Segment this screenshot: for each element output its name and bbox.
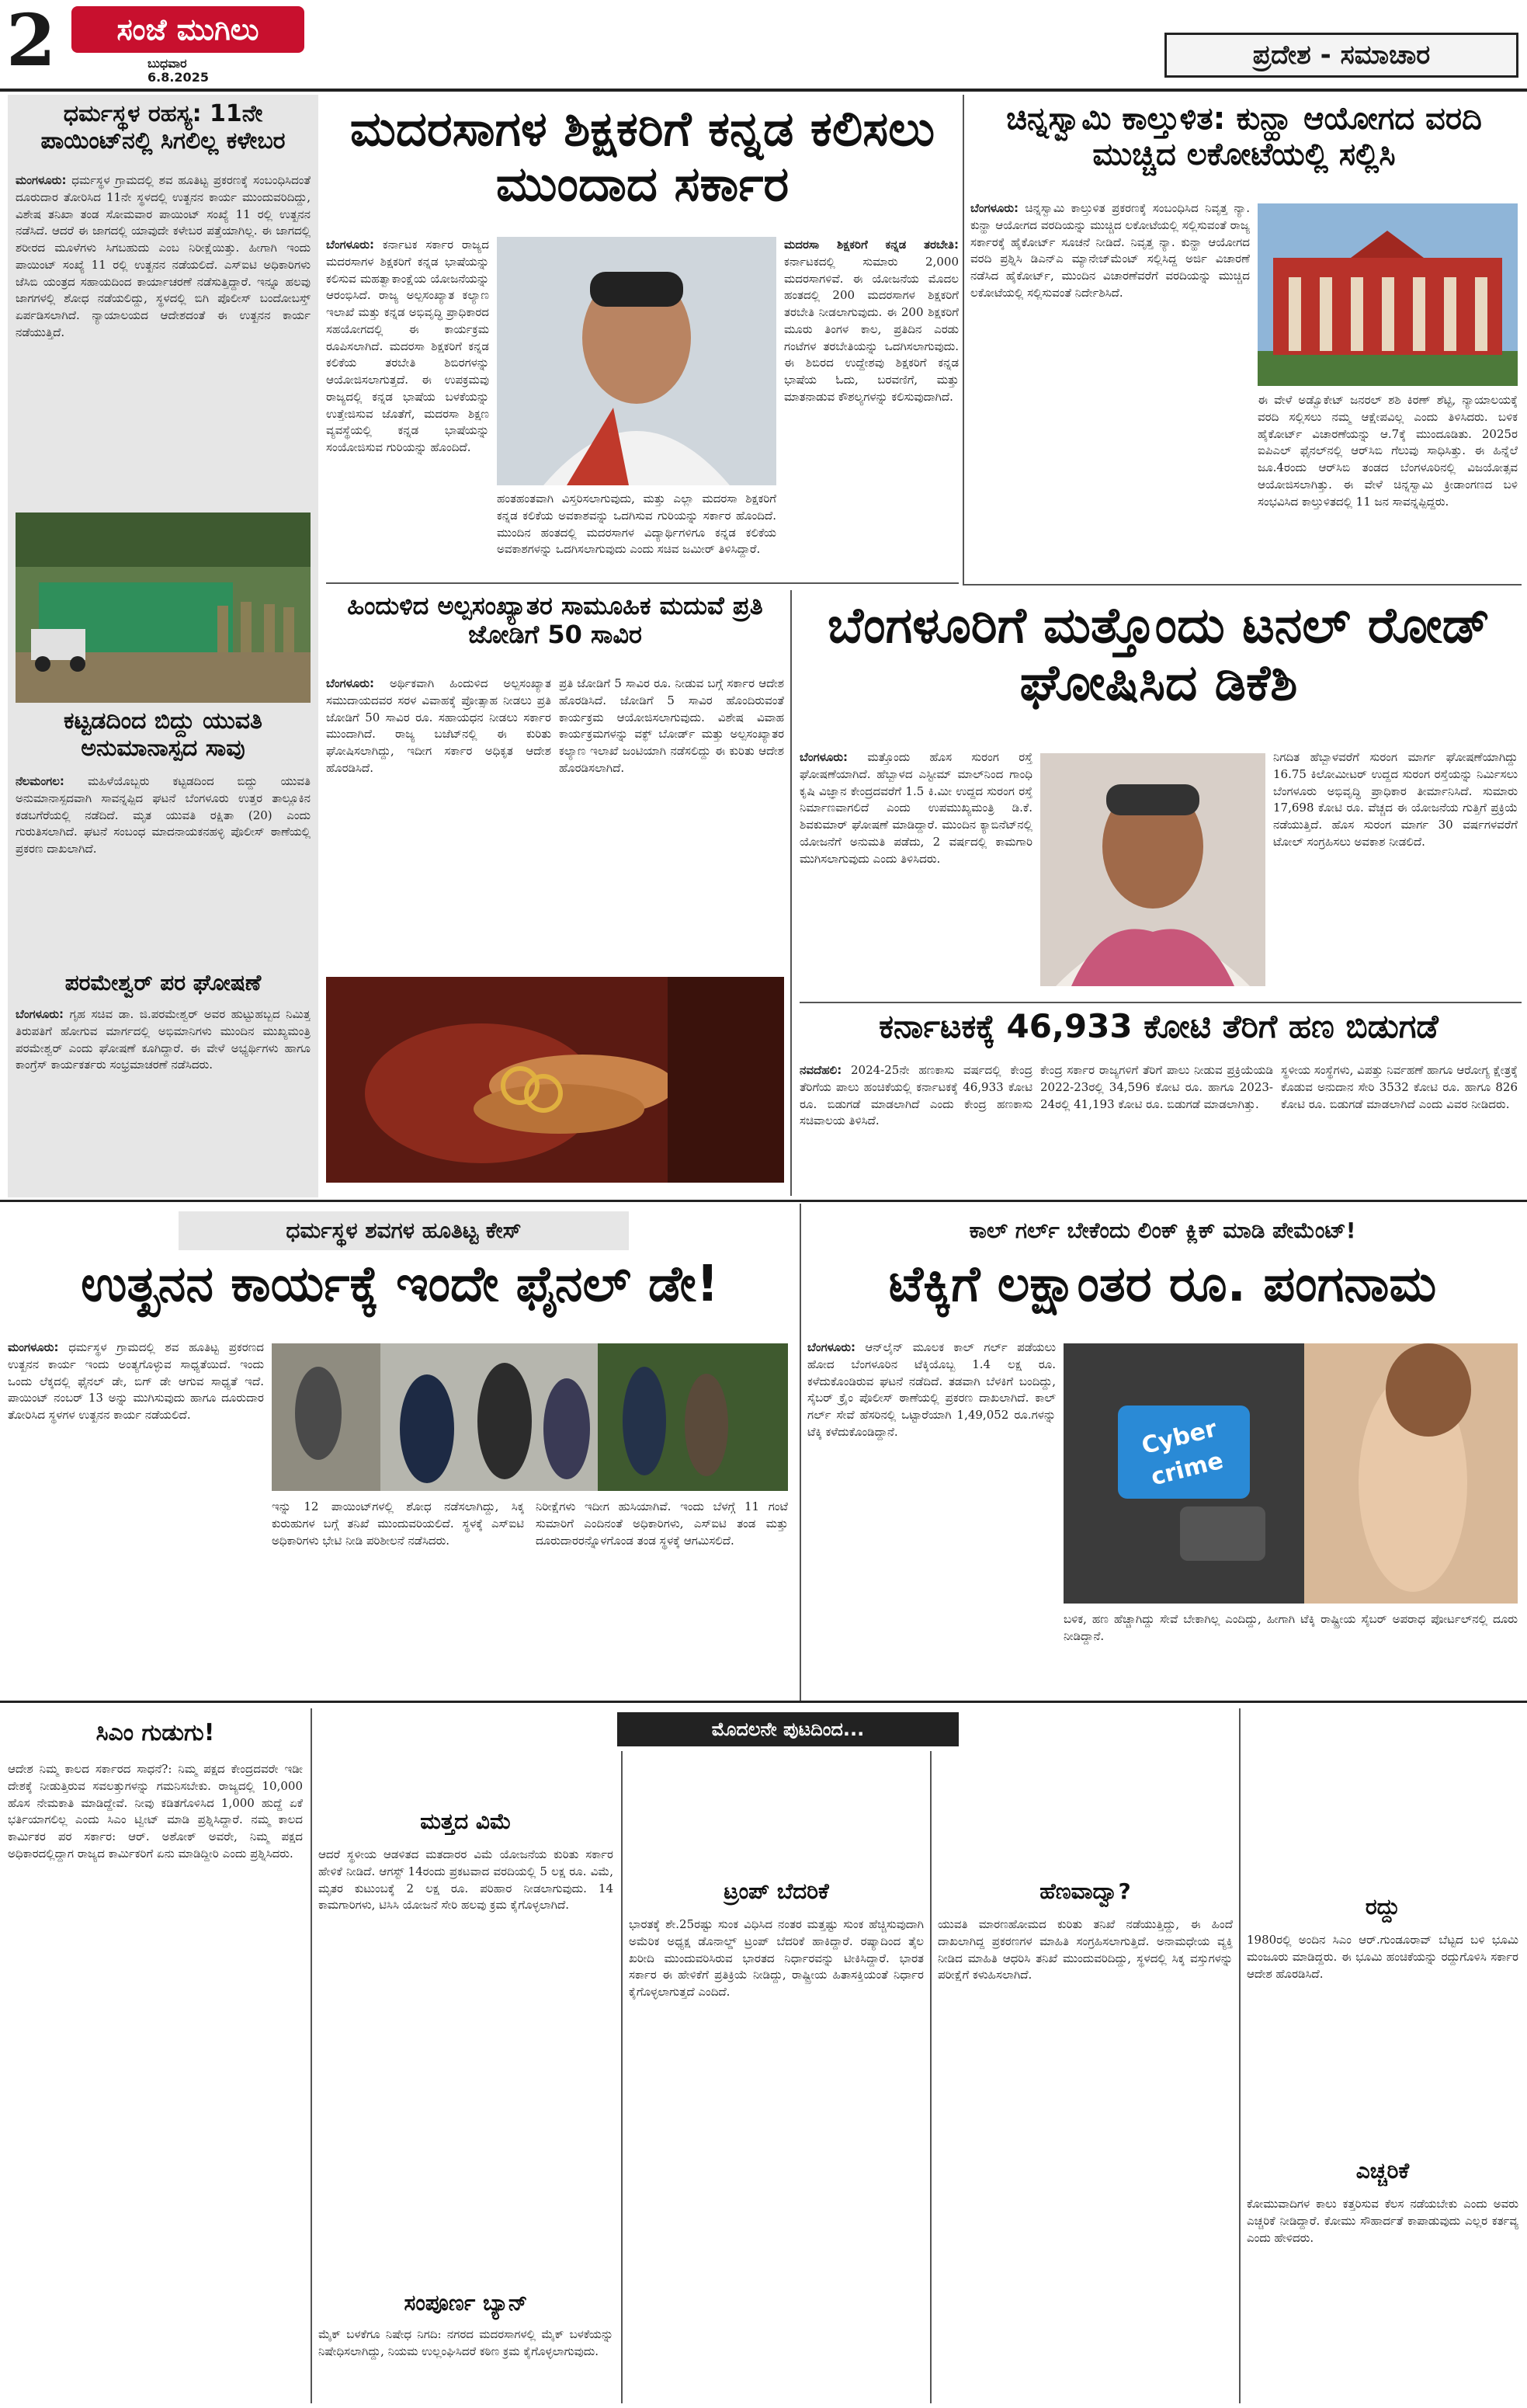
dateline: ಬೆಂಗಳೂರು: <box>326 238 375 252</box>
column-rule <box>1239 1708 1241 2403</box>
parameshwar-headline: ಪರಮೇಶ್ವರ್ ಪರ ಘೋಷಣೆ <box>64 971 262 996</box>
column-rule <box>800 1204 801 1701</box>
column-rule <box>621 1751 623 2403</box>
excavation-body-b: ಇನ್ನು 12 ಪಾಯಿಂಟ್‌ಗಳಲ್ಲಿ ಶೋಧ ನಡೆಸಲಾಗಿದ್ದು, ಸಿಕ್ಕ ಕುರುಹುಗಳ ಬಗ್ಗೆ ತನಿಖೆ ಮುಂದುವರಿಯಲಿದೆ. ಸ್ಥಳಕ್ಕೆ ಎಸ್‌ಐಟಿ ಅಧಿಕಾರಿಗಳು ಭೇಟಿ ನೀಡಿ ಪರಿಶೀಲನೆ ನಡೆಸಿದರು. <box>272 1499 524 1548</box>
cm-body: ಆದೇಶ ನಿಮ್ಮ ಕಾಲದ ಸರ್ಕಾರದ ಸಾಧನೆ?: ನಿಮ್ಮ ಪಕ್ಷದ ಕೇಂದ್ರದವರೇ ಇಡೀ ದೇಶಕ್ಕೆ ನೀಡುತ್ತಿರುವ ಸವಲತ್ತುಗಳನ್ನು ಗಮನಿಸಬೇಕು. ರಾಜ್ಯದಲ್ಲಿ 10,000 ಹೊಸ ನೇಮಕಾತಿ ಮಾಡಿದ್ದೇವೆ. ನೀವು ಕಡಿತಗೊಳಿಸಿದ 1,000 ಹುದ್ದೆ ಏಕೆ ಭರ್ತಿಯಾಗಲಿಲ್ಲ ಎಂದು ಸಿಎಂ ಟ್ವೀಟ್ ಮಾಡಿ ಪ್ರಶ್ನಿಸಿದ್ದಾರೆ. ನಮ್ಮ ಕಾಲದ ಕಾರ್ಮಿಕರ ಪರ ಸರ್ಕಾರ: ಆರ್. ಅಶೋಕ್ ಅವರೇ, ನಿಮ್ಮ ಪಕ್ಷದ ಅಧಿಕಾರದಲ್ಲಿದ್ದಾಗ ರಾಜ್ಯದ ಕಾರ್ಮಿಕರಿಗೆ ಏನು ಮಾಡಿದ್ದೀರಿ ಎಂದು ಪ್ರಶ್ನಿಸಿದರು. <box>8 1762 303 1861</box>
excavation-body-a <box>8 1340 264 1666</box>
cyber-body-b: ಬಳಿಕ, ಹಣ ಹೆಚ್ಚಾಗಿದ್ದು ಸೇವೆ ಬೇಕಾಗಿಲ್ಲ ಎಂದಿದ್ದು, ಹೀಗಾಗಿ ಟೆಕ್ಕಿ ರಾಷ್ಟ್ರೀಯ ಸೈಬರ್ ಅಪರಾಧ ಪೋರ್ಟಲ್‌ನಲ್ಲಿ ದೂರು ನೀಡಿದ್ದಾನೆ. <box>1064 1612 1518 1643</box>
tax-body-c: ಸ್ಥಳೀಯ ಸಂಸ್ಥೆಗಳು, ವಿಪತ್ತು ನಿರ್ವಹಣೆ ಹಾಗೂ ಆರೋಗ್ಯ ಕ್ಷೇತ್ರಕ್ಕೆ ಕೊಡುವ ಅನುದಾನ ಸೇರಿ 3532 ಕೋಟಿ ರೂ. ಹಾಗೂ 826 ಕೋಟಿ ರೂ. ಬಿಡುಗಡೆ ಮಾಡಲಾಗಿದೆ ಎಂದು ವಿವರ ನೀಡಿದರು. <box>1281 1063 1518 1111</box>
tunnel-rule <box>800 1002 1522 1003</box>
dharmasthala-headline: ಧರ್ಮಸ್ಥಳ ರಹಸ್ಯ: 11ನೇ ಪಾಯಿಂಟ್‌ನಲ್ಲಿ ಸಿಗಲಿಲ್ಲ ಕಳೇಬರ <box>40 101 286 155</box>
ban-title: ಸಂಪೂರ್ಣ ಬ್ಯಾನ್ <box>404 2291 528 2316</box>
article-text: ಆನ್‌ಲೈನ್ ಮೂಲಕ ಕಾಲ್ ಗರ್ಲ್ ಪಡೆಯಲು ಹೋದ ಬೆಂಗಳೂರಿನ ಟೆಕ್ಕಿಯೊಬ್ಬ 1.4 ಲಕ್ಷ ರೂ. ಕಳೆದುಕೊಂಡಿರುವ ಘಟನೆ ನಡೆದಿದೆ. ತಡವಾಗಿ ಬೆಳಕಿಗೆ ಬಂದಿದ್ದು, ಸೈಬರ್ ಕ್ರೈಂ ಪೊಲೀಸ್ ಠಾಣೆಯಲ್ಲಿ ಪ್ರಕರಣ ದಾಖಲಾಗಿದೆ. ಕಾಲ್ ಗರ್ಲ್ ಸೇವೆ ಹೆಸರಿನಲ್ಲಿ ಒಟ್ಟಾರೆಯಾಗಿ 1,49,052 ರೂ.ಗಳನ್ನು ಟೆಕ್ಕಿ ಕಳೆದುಕೊಂಡಿದ್ದಾನೆ. <box>807 1340 1056 1439</box>
sit-team-photo <box>272 1343 788 1491</box>
mid-rule <box>0 1200 1527 1202</box>
masthead <box>0 0 1527 87</box>
minister-photo <box>497 237 776 485</box>
cm-title: ಸಿಎಂ ಗುಡುಗು! <box>95 1720 215 1746</box>
parameshwar-body <box>16 1006 311 1193</box>
tunnel-headline: ಬೆಂಗಳೂರಿಗೆ ಮತ್ತೊಂದು ಟನಲ್ ರೋಡ್ ಘೋಷಿಸಿದ ಡಿಕೆಶಿ <box>827 598 1491 712</box>
section-title-text: ಪ್ರದೇಶ - ಸಮಾಚಾರ <box>1252 40 1431 71</box>
article-text: ಮಹಿಳೆಯೊಬ್ಬರು ಕಟ್ಟಡದಿಂದ ಬಿದ್ದು ಯುವತಿ ಅನುಮಾನಾಸ್ಪದವಾಗಿ ಸಾವನ್ನಪ್ಪಿದ ಘಟನೆ ಬೆಂಗಳೂರು ಉತ್ತರ ತಾಲ್ಲೂಕಿನ ಕಡಬಗೆರೆಯಲ್ಲಿ ನಡೆದಿದೆ. ಮೃತ ಯುವತಿ ರಕ್ಷಿತಾ (20) ಎಂದು ಗುರುತಿಸಲಾಗಿದೆ. ಘಟನೆ ಸಂಬಂಧ ಮಾದನಾಯಕನಹಳ್ಳಿ ಪೊಲೀಸ್ ಠಾಣೆಯಲ್ಲಿ ಪ್ರಕರಣ ದಾಖಲಾಗಿದೆ. <box>16 774 311 856</box>
article-text: ಧರ್ಮಸ್ಥಳ ಗ್ರಾಮದಲ್ಲಿ ಶವ ಹೂತಿಟ್ಟ ಪ್ರಕರಣಕ್ಕೆ ಸಂಬಂಧಿಸಿದಂತೆ ದೂರುದಾರ ತೋರಿಸಿದ 11ನೇ ಸ್ಥಳದಲ್ಲಿ ಉತ್ಖನನ ಕಾರ್ಯ ಮುಂದುವರಿದಿದ್ದು, ವಿಶೇಷ ತನಿಖಾ ತಂಡ ಸೋಮವಾರ ಪಾಯಿಂಟ್ ಸಂಖ್ಯೆ 11 ರಲ್ಲಿ ಉತ್ಖನನ ನಡೆಸಿದೆ. ಆದರೆ ಈ ಜಾಗದಲ್ಲಿ ಯಾವುದೇ ಕಳೇಬರ ಪತ್ತೆಯಾಗಿಲ್ಲ. ಈ ಜಾಗದಲ್ಲಿ ಶರೀರದ ಮೂಳೆಗಳು ಸಿಗಬಹುದು ಎಂಬ ನಿರೀಕ್ಷೆಯಿತ್ತು. ಹೀಗಾಗಿ ಇಂದು ಪಾಯಿಂಟ್ ಸಂಖ್ಯೆ 11 ರಲ್ಲಿ ಉತ್ಖನನ ನಡೆಯಲಿದೆ. ಎಸ್‌ಐಟಿ ಅಧಿಕಾರಿಗಳು ಜೆಸಿಬಿ ಯಂತ್ರದ ಸಹಾಯದಿಂದ ಕಾರ್ಯಾಚರಣೆ ನಡೆಸುತ್ತಿದ್ದಾರೆ. ಇನ್ನೂ ಹಲವು ಜಾಗಗಳಲ್ಲಿ ಶೋಧ ನಡೆಯಲಿದ್ದು, ಸ್ಥಳದಲ್ಲಿ ಬಿಗಿ ಪೊಲೀಸ್ ಬಂದೋಬಸ್ತ್ ಏರ್ಪಡಿಸಲಾಗಿದೆ. ನ್ಯಾಯಾಲಯದ ಆದೇಶದಂತೆ ಈ ಉತ್ಖನನ ಕಾರ್ಯ ನಡೆಯುತ್ತಿದೆ. <box>16 173 311 339</box>
issue-date: 6.8.2025 <box>147 70 209 85</box>
madarasa-body-b <box>784 237 959 555</box>
marriage-body-b: ಪ್ರತಿ ಜೋಡಿಗೆ 5 ಸಾವಿರ ರೂ. ನೀಡುವ ಬಗ್ಗೆ ಸರ್ಕಾರ ಆದೇಶ ಹೊರಡಿಸಿದೆ. ಜೋಡಿಗೆ 5 ಸಾವಿರ ಹೊಂದಿರುವಂತೆ ಕಾರ್ಯಕ್ರಮ ಆಯೋಜಿಸಲಾಗುವುದು. ವಿಶೇಷ ವಿವಾಹ ಕಾರ್ಯಕ್ರಮಗಳನ್ನು ವಕ್ಫ್ ಬೋರ್ಡ್ ಮತ್ತು ಅಲ್ಪಸಂಖ್ಯಾತರ ಕಲ್ಯಾಣ ಇಲಾಖೆ ಜಂಟಿಯಾಗಿ ನಡೆಸಲಿದ್ದು ಈ ಕುರಿತು ಆದೇಶ ಹೊರಡಿಸಲಾಗಿದೆ. <box>559 676 784 775</box>
excavation-body-c: ನಿರೀಕ್ಷೆಗಳು ಇದೀಗ ಹುಸಿಯಾಗಿವೆ. ಇಂದು ಬೆಳಗ್ಗೆ 11 ಗಂಟೆ ಸುಮಾರಿಗೆ ಎಂದಿನಂತೆ ಅಧಿಕಾರಿಗಳು, ಎಸ್‌ಐಟಿ ತಂಡ ಮತ್ತು ದೂರುದಾರರನ್ನೊಳಗೊಂಡ ತಂಡ ಸ್ಥಳಕ್ಕೆ ಆಗಮಿಸಲಿದೆ. <box>536 1499 788 1548</box>
madarasa-rule <box>326 582 959 584</box>
column-rule <box>963 95 964 584</box>
dateline: ನೆಲಮಂಗಲ: <box>16 774 64 788</box>
kicker-text: ಕಾಲ್ ಗರ್ಲ್ ಬೇಕೆಂದು ಲಿಂಕ್ ಕ್ಲಿಕ್ ಮಾಡಿ ಪೇಮೆಂಟ್! <box>969 1218 1356 1243</box>
wedding-photo <box>326 977 784 1183</box>
article-text: ಚಿನ್ನಸ್ವಾಮಿ ಕಾಲ್ತುಳಿತ ಪ್ರಕರಣಕ್ಕೆ ಸಂಬಂಧಿಸಿದ ನಿವೃತ್ತ ನ್ಯಾ. ಕುನ್ಹಾ ಆಯೋಗದ ವರದಿಯನ್ನು ಮುಚ್ಚಿದ ಲಕೋಟೆಯಲ್ಲಿ ಸಲ್ಲಿಸುವಂತೆ ರಾಜ್ಯ ಸರ್ಕಾರಕ್ಕೆ ಹೈಕೋರ್ಟ್ ಸೂಚನೆ ನೀಡಿದೆ. ನಿವೃತ್ತ ನ್ಯಾ. ಕುನ್ಹಾ ಆಯೋಗದ ವರದಿ ಪ್ರಶ್ನಿಸಿ ಡಿಎನ್‌ಎ ಮ್ಯಾನೇಜ್‌ಮೆಂಟ್ ಸಲ್ಲಿಸಿದ್ದ ಅರ್ಜಿ ವಿಚಾರಣೆ ನಡೆಸಿದ ಹೈಕೋರ್ಟ್, ಮುಂದಿನ ವಿಚಾರಣೆವರೆಗೆ ವರದಿಯನ್ನು ಮುಚ್ಚಿದ ಲಕೋಟೆಯಲ್ಲಿ ಸಲ್ಲಿಸುವಂತೆ ನಿರ್ದೇಶಿಸಿದೆ. <box>970 201 1250 300</box>
tax-body-a <box>800 1062 1032 1187</box>
madarasa-body-a <box>326 237 489 555</box>
trump-body: ಭಾರತಕ್ಕೆ ಶೇ.25ರಷ್ಟು ಸುಂಕ ವಿಧಿಸಿದ ನಂತರ ಮತ್ತಷ್ಟು ಸುಂಕ ಹೆಚ್ಚಿಸುವುದಾಗಿ ಅಮೆರಿಕ ಅಧ್ಯಕ್ಷ ಡೊನಾಲ್ಡ್ ಟ್ರಂಪ್ ಬೆದರಿಕೆ ಹಾಕಿದ್ದಾರೆ. ರಷ್ಯಾದಿಂದ ತೈಲ ಖರೀದಿ ಮುಂದುವರಿಸಿರುವ ಭಾರತದ ನಿರ್ಧಾರವನ್ನು ಟೀಕಿಸಿದ್ದಾರೆ. ಭಾರತ ಸರ್ಕಾರ ಈ ಹೇಳಿಕೆಗೆ ಪ್ರತಿಕ್ರಿಯೆ ನೀಡಿದ್ದು, ರಾಷ್ಟ್ರೀಯ ಹಿತಾಸಕ್ತಿಯಂತೆ ನಿರ್ಧಾರ ಕೈಗೊಳ್ಳಲಾಗುತ್ತದೆ ಎಂದಿದೆ. <box>629 1917 924 1999</box>
trump-title: ಟ್ರಂಪ್ ಬೆದರಿಕೆ <box>724 1879 829 1904</box>
madarasa-headline: ಮದರಸಾಗಳ ಶಿಕ್ಷಕರಿಗೆ ಕನ್ನಡ ಕಲಿಸಲು ಮುಂದಾದ ಸರ್ಕಾರ <box>349 101 935 213</box>
marriage-body-a <box>326 676 551 971</box>
high-court-photo <box>1258 203 1518 386</box>
article-text: ಕರ್ನಾಟಕ ಸರ್ಕಾರ ರಾಜ್ಯದ ಮದರಸಾಗಳ ಶಿಕ್ಷಕರಿಗೆ ಕನ್ನಡ ಭಾಷೆಯನ್ನು ಕಲಿಸುವ ಮಹತ್ವಾಕಾಂಕ್ಷೆಯ ಯೋಜನೆಯನ್ನು ಆರಂಭಿಸಿದೆ. ರಾಜ್ಯ ಅಲ್ಪಸಂಖ್ಯಾತ ಕಲ್ಯಾಣ ಇಲಾಖೆ ಮತ್ತು ಕನ್ನಡ ಅಭಿವೃದ್ಧಿ ಪ್ರಾಧಿಕಾರದ ಸಹಯೋಗದಲ್ಲಿ ಈ ಕಾರ್ಯಕ್ರಮ ರೂಪಿಸಲಾಗಿದೆ. ಮದರಸಾ ಶಿಕ್ಷಕರಿಗೆ ಕನ್ನಡ ಕಲಿಕೆಯ ತರಬೇತಿ ಶಿಬಿರಗಳನ್ನು ಆಯೋಜಿಸಲಾಗುತ್ತದೆ. ಈ ಉಪಕ್ರಮವು ರಾಜ್ಯದಲ್ಲಿ ಕನ್ನಡ ಭಾಷೆಯ ಬಳಕೆಯನ್ನು ಉತ್ತೇಜಿಸುವ ಜೊತೆಗೆ, ಮದರಸಾ ಶಿಕ್ಷಣ ವ್ಯವಸ್ಥೆಯಲ್ಲಿ ಕನ್ನಡ ಭಾಷೆಯನ್ನು ಸಂಯೋಜಿಸುವ ಗುರಿಯನ್ನು ಹೊಂದಿದೆ. <box>326 238 489 454</box>
dateline: ಮಂಗಳೂರು: <box>8 1340 59 1354</box>
tunnel-body-a <box>800 749 1032 990</box>
chinnaswamy-body-b: ಈ ವೇಳೆ ಅಡ್ವೊಕೇಟ್ ಜನರಲ್ ಶಶಿ ಕಿರಣ್ ಶೆಟ್ಟಿ, ನ್ಯಾಯಾಲಯಕ್ಕೆ ವರದಿ ಸಲ್ಲಿಸಲು ನಮ್ಮ ಆಕ್ಷೇಪವಿಲ್ಲ ಎಂದು ತಿಳಿಸಿದರು. ಬಳಿಕ ಹೈಕೋರ್ಟ್ ವಿಚಾರಣೆಯನ್ನು ಆ.7ಕ್ಕೆ ಮುಂದೂಡಿತು. 2025ರ ಐಪಿಎಲ್ ಫೈನಲ್‌ನಲ್ಲಿ ಆರ್‌ಸಿಬಿ ಗೆಲುವು ಸಾಧಿಸಿತ್ತು. ಈ ಹಿನ್ನೆಲೆ ಜೂ.4ರಂದು ಆರ್‌ಸಿಬಿ ತಂಡದ ಬೆಂಗಳೂರಿನಲ್ಲಿ ವಿಜಯೋತ್ಸವ ಆಯೋಜಿಸಲಾಗಿತ್ತು. ಈ ವೇಳೆ ಚಿನ್ನಸ್ವಾಮಿ ಕ್ರೀಡಾಂಗಣದ ಬಳಿ ಸಂಭವಿಸಿದ ಕಾಲ್ತುಳಿತದಲ್ಲಿ 11 ಜನ ಸಾವನ್ನಪ್ಪಿದ್ದರು. <box>1258 393 1518 509</box>
warn-body: ಕೋಮುವಾದಿಗಳ ಕಾಲು ಕತ್ತರಿಸುವ ಕೆಲಸ ನಡೆಯಬೇಕು ಎಂದು ಅವರು ಎಚ್ಚರಿಕೆ ನೀಡಿದ್ದಾರೆ. ಕೋಮು ಸೌಹಾರ್ದತೆ ಕಾಪಾಡುವುದು ಎಲ್ಲರ ಕರ್ತವ್ಯ ಎಂದು ಹೇಳಿದರು. <box>1247 2197 1518 2245</box>
dateline: ಬೆಂಗಳೂರು: <box>807 1340 856 1354</box>
excavation-kicker <box>179 1211 629 1250</box>
dharmasthala-body <box>16 172 311 506</box>
column-rule <box>790 590 792 1196</box>
cyber-body-a <box>807 1340 1056 1689</box>
dateline: ಬೆಂಗಳೂರು: <box>800 750 849 764</box>
lower-rule <box>0 1701 1527 1703</box>
cancel-title: ರದ್ದು <box>1365 1895 1400 1920</box>
vote-title: ಮತ್ತದ ವಿಮೆ <box>420 1809 512 1834</box>
hene-body: ಯುವತಿ ಮಾರಣಹೋಮದ ಕುರಿತು ತನಿಖೆ ನಡೆಯುತ್ತಿದ್ದು, ಈ ಹಿಂದೆ ದಾಖಲಾಗಿದ್ದ ಪ್ರಕರಣಗಳ ಮಾಹಿತಿ ಸಂಗ್ರಹಿಸಲಾಗುತ್ತಿದೆ. ಅನಾಮಧೇಯ ವ್ಯಕ್ತಿ ನೀಡಿದ ಮಾಹಿತಿ ಆಧರಿಸಿ ತನಿಖೆ ಮುಂದುವರಿದಿದ್ದು, ಸ್ಥಳದಲ್ಲಿ ಸಿಕ್ಕ ವಸ್ತುಗಳನ್ನು ಪರೀಕ್ಷೆಗೆ ಕಳುಹಿಸಲಾಗಿದೆ. <box>938 1917 1233 1982</box>
column-rule <box>311 1708 312 2403</box>
article-text: ಮತ್ತೊಂದು ಹೊಸ ಸುರಂಗ ರಸ್ತೆ ಘೋಷಣೆಯಾಗಿದೆ. ಹೆಬ್ಬಾಳದ ಎಸ್ಟೀಮ್ ಮಾಲ್‌ನಿಂದ ಗಾಂಧಿ ಕೃಷಿ ವಿಜ್ಞಾನ ಕೇಂದ್ರದವರೆಗೆ 1.5 ಕಿ.ಮೀ ಉದ್ದದ ಸುರಂಗ ರಸ್ತೆ ನಿರ್ಮಾಣವಾಗಲಿದೆ ಎಂದು ಉಪಮುಖ್ಯಮಂತ್ರಿ ಡಿ.ಕೆ. ಶಿವಕುಮಾರ್ ಘೋಷಣೆ ಮಾಡಿದ್ದಾರೆ. ಮುಂದಿನ ಕ್ಯಾಬಿನೆಟ್‌ನಲ್ಲಿ ಯೋಜನೆಗೆ ಅನುಮತಿ ಪಡೆದು, 2 ವರ್ಷದಲ್ಲಿ ಕಾಮಗಾರಿ ಮುಗಿಸಲಾಗುವುದು ಎಂದು ತಿಳಿಸಿದರು. <box>800 750 1032 866</box>
cyber-image-label: Cyber crime <box>1139 1415 1227 1492</box>
section-title <box>1164 33 1518 78</box>
tax-body-b: ಕೇಂದ್ರ ಸರ್ಕಾರ ರಾಜ್ಯಗಳಿಗೆ ತೆರಿಗೆ ಪಾಲು ನೀಡುವ ಪ್ರಕ್ರಿಯೆಯಡಿ 2022-23ರಲ್ಲಿ 34,596 ಕೋಟಿ ರೂ. ಹಾಗೂ 2023-24ರಲ್ಲಿ 41,193 ಕೋಟಿ ರೂ. ಬಿಡುಗಡೆ ಮಾಡಲಾಗಿತ್ತು. <box>1040 1063 1273 1111</box>
warn-title: ಎಚ್ಚರಿಕೆ <box>1355 2159 1410 2184</box>
cancel-body: 1980ರಲ್ಲಿ ಅಂದಿನ ಸಿಎಂ ಆರ್.ಗುಂಡೂರಾವ್ ಬೆಟ್ಟದ ಬಳಿ ಭೂಮಿ ಮಂಜೂರು ಮಾಡಿದ್ದರು. ಈ ಭೂಮಿ ಹಂಚಿಕೆಯನ್ನು ರದ್ದುಗೊಳಿಸಿ ಸರ್ಕಾರ ಆದೇಶ ಹೊರಡಿಸಿದೆ. <box>1247 1933 1518 1981</box>
continued-text: ಮೊದಲನೇ ಪುಟದಿಂದ... <box>711 1718 865 1740</box>
tax-headline: ಕರ್ನಾಟಕಕ್ಕೆ 46,933 ಕೋಟಿ ತೆರಿಗೆ ಹಣ ಬಿಡುಗಡೆ <box>879 1008 1439 1045</box>
dateline: ಮಂಗಳೂರು: <box>16 173 67 187</box>
article-text: ಧರ್ಮಸ್ಥಳ ಗ್ರಾಮದಲ್ಲಿ ಶವ ಹೂತಿಟ್ಟ ಪ್ರಕರಣದ ಉತ್ಖನನ ಕಾರ್ಯ ಇಂದು ಅಂತ್ಯಗೊಳ್ಳುವ ಸಾಧ್ಯತೆಯಿದೆ. ಇಂದು ಒಂದು ಲೆಕ್ಕದಲ್ಲಿ ಫೈನಲ್ ಡೇ, ಬಿಗ್ ಡೇ ಆಗುವ ಸಾಧ್ಯತೆ ಇದೆ. ಪಾಯಿಂಟ್ ನಂಬರ್ 13 ಅನ್ನು ಮುಗಿಸುವುದು ಹಾಗೂ ದೂರುದಾರ ತೋರಿಸಿದ ಸ್ಥಳಗಳ ಉತ್ಖನನ ಕಾರ್ಯ ನಡೆಯಲಿದೆ. <box>8 1340 264 1422</box>
marriage-headline: ಹಿಂದುಳಿದ ಅಲ್ಪಸಂಖ್ಯಾತರ ಸಾಮೂಹಿಕ ಮದುವೆ ಪ್ರತಿ ಜೋಡಿಗೆ 50 ಸಾವಿರ <box>347 592 763 649</box>
excavation-photo-small <box>16 513 311 703</box>
dateline: ಬೆಂಗಳೂರು: <box>970 201 1019 215</box>
dks-photo <box>1040 753 1265 986</box>
dateline: ಬೆಂಗಳೂರು: <box>16 1007 64 1021</box>
page-number: 2 <box>6 2 57 79</box>
sidebar-title: ಮದರಸಾ ಶಿಕ್ಷಕರಿಗೆ ಕನ್ನಡ ತರಬೇತಿ: <box>784 238 959 252</box>
article-text: ಕರ್ನಾಟಕದಲ್ಲಿ ಸುಮಾರು 2,000 ಮದರಸಾಗಳಿವೆ. ಈ ಯೋಜನೆಯ ಮೊದಲ ಹಂತದಲ್ಲಿ 200 ಮದರಸಾಗಳ ಶಿಕ್ಷಕರಿಗೆ ತರಬೇತಿ ನೀಡಲಾಗುವುದು. ಈ 200 ಶಿಕ್ಷಕರಿಗೆ ಮೂರು ತಿಂಗಳ ಕಾಲ, ಪ್ರತಿದಿನ ಎರಡು ಗಂಟೆಗಳ ತರಬೇತಿಯನ್ನು ಒದಗಿಸಲಾಗುವುದು. ಈ ಶಿಬಿರದ ಉದ್ದೇಶವು ಶಿಕ್ಷಕರಿಗೆ ಕನ್ನಡ ಭಾಷೆಯ ಓದು, ಬರವಣಿಗೆ, ಮತ್ತು ಮಾತನಾಡುವ ಕೌಶಲ್ಯಗಳನ್ನು ಕಲಿಸುವುದಾಗಿದೆ. <box>784 254 959 404</box>
masthead-rule <box>0 89 1527 92</box>
chinnaswamy-rule <box>963 584 1522 585</box>
continued-banner <box>617 1712 959 1746</box>
logo <box>71 6 304 53</box>
dateline: ನವದೆಹಲಿ: <box>800 1063 842 1077</box>
ban-body: ಮೈಕ್ ಬಳಕೆಗೂ ನಿಷೇಧ ನಿಗದಿ: ನಗರದ ಮದರಸಾಗಳಲ್ಲಿ ಮೈಕ್ ಬಳಕೆಯನ್ನು ನಿಷೇಧಿಸಲಾಗಿದ್ದು, ನಿಯಮ ಉಲ್ಲಂಘಿಸಿದರೆ ಕಠಿಣ ಕ್ರಮ ಕೈಗೊಳ್ಳಲಾಗುವುದು. <box>318 2327 613 2358</box>
tunnel-body-b: ನಿಗದಿತ ಹೆಬ್ಬಾಳವರೆಗೆ ಸುರಂಗ ಮಾರ್ಗ ಘೋಷಣೆಯಾಗಿದ್ದು 16.75 ಕಿಲೋಮೀಟರ್ ಉದ್ದದ ಸುರಂಗ ರಸ್ತೆಯನ್ನು ನಿರ್ಮಿಸಲು ಬೆಂಗಳೂರು ಅಭಿವೃದ್ಧಿ ಪ್ರಾಧಿಕಾರ ತೀರ್ಮಾನಿಸಿದೆ. ಸುಮಾರು 17,698 ಕೋಟಿ ರೂ. ವೆಚ್ಚದ ಈ ಯೋಜನೆಯ ಗುತ್ತಿಗೆ ಪ್ರಕ್ರಿಯೆ ನಡೆಯುತ್ತಿದೆ. ಹೊಸ ಸುರಂಗ ಮಾರ್ಗ 30 ವರ್ಷಗಳವರೆಗೆ ಟೋಲ್ ಸಂಗ್ರಹಿಸಲು ಅವಕಾಶ ನೀಡಲಿದೆ. <box>1273 750 1518 849</box>
hene-title: ಹೆಣವಾದ್ವಾ? <box>1039 1879 1131 1904</box>
logo-text: ಸಂಜೆ ಮುಗಿಲು <box>116 12 259 47</box>
chinnaswamy-body-a <box>970 200 1250 577</box>
column-rule <box>930 1751 932 2403</box>
vote-body: ಆದರೆ ಸ್ಥಳೀಯ ಆಡಳಿತದ ಮತದಾರರ ವಿಮೆ ಯೋಜನೆಯ ಕುರಿತು ಸರ್ಕಾರ ಹೇಳಿಕೆ ನೀಡಿದೆ. ಆಗಸ್ಟ್ 14ರಂದು ಪ್ರಕಟವಾದ ವರದಿಯಲ್ಲಿ 5 ಲಕ್ಷ ರೂ. ವಿಮೆ, ಮೃತರ ಕುಟುಂಬಕ್ಕೆ 2 ಲಕ್ಷ ರೂ. ಪರಿಹಾರ ನೀಡಲಾಗುವುದು. 14 ಕಾಮಗಾರಿಗಳು, ಟಿಸಿಸಿ ಯೋಜನೆ ಸೇರಿ ಹಲವು ಕ್ರಮ ಕೈಗೊಳ್ಳಲಾಗಿದೆ. <box>318 1847 613 1913</box>
excavation-headline: ಉತ್ಖನನ ಕಾರ್ಯಕ್ಕೆ ಇಂದೇ ಫೈನಲ್ ಡೇ! <box>81 1256 719 1313</box>
cyber-headline: ಟೆಕ್ಕಿಗೆ ಲಕ್ಷಾಂತರ ರೂ. ಪಂಗನಾಮ <box>888 1256 1437 1313</box>
article-text: ಗೃಹ ಸಚಿವ ಡಾ. ಜಿ.ಪರಮೇಶ್ವರ್ ಅವರ ಹುಟ್ಟುಹಬ್ಬದ ನಿಮಿತ್ತ ತಿರುಪತಿಗೆ ಹೋಗುವ ಮಾರ್ಗದಲ್ಲಿ ಅಭಿಮಾನಿಗಳು ಮುಂದಿನ ಮುಖ್ಯಮಂತ್ರಿ ಪರಮೇಶ್ವರ್ ಎಂದು ಘೋಷಣೆ ಕೂಗಿದ್ದಾರೆ. ಈ ವೇಳೆ ಅಭ್ಯರ್ಥಿಗಳು ಹಾಗೂ ಕಾಂಗ್ರೆಸ್ ಕಾರ್ಯಕರ್ತರು ಸಂಭ್ರಮಾಚರಣೆ ನಡೆಸಿದರು. <box>16 1007 311 1072</box>
article-text: ಅರ್ಥಿಕವಾಗಿ ಹಿಂದುಳಿದ ಅಲ್ಪಸಂಖ್ಯಾತ ಸಮುದಾಯದವರ ಸರಳ ವಿವಾಹಕ್ಕೆ ಪ್ರೋತ್ಸಾಹ ನೀಡಲು ಪ್ರತಿ ಜೋಡಿಗೆ 50 ಸಾವಿರ ರೂ. ಸಹಾಯಧನ ನೀಡಲು ಸರ್ಕಾರ ಮುಂದಾಗಿದೆ. ರಾಜ್ಯ ಬಜೆಟ್‌ನಲ್ಲಿ ಈ ಕುರಿತು ಘೋಷಿಸಲಾಗಿದ್ದು, ಇದೀಗ ಸರ್ಕಾರ ಅಧಿಕೃತ ಆದೇಶ ಹೊರಡಿಸಿದೆ. <box>326 676 551 775</box>
dateline: ಬೆಂಗಳೂರು: <box>326 676 375 690</box>
issue-day: ಬುಧವಾರ <box>147 56 187 71</box>
kicker-text: ಧರ್ಮಸ್ಥಳ ಶವಗಳ ಹೂತಿಟ್ಟ ಕೇಸ್ <box>286 1218 522 1243</box>
madarasa-body-c: ಹಂತಹಂತವಾಗಿ ವಿಸ್ತರಿಸಲಾಗುವುದು, ಮತ್ತು ಎಲ್ಲಾ ಮದರಸಾ ಶಿಕ್ಷಕರಿಗೆ ಕನ್ನಡ ಕಲಿಕೆಯ ಅವಕಾಶವನ್ನು ಒದಗಿಸುವ ಗುರಿಯನ್ನು ಸರ್ಕಾರ ಹೊಂದಿದೆ. ಮುಂದಿನ ಹಂತದಲ್ಲಿ ಮದರಸಾಗಳ ವಿದ್ಯಾರ್ಥಿಗಳಿಗೂ ಕನ್ನಡ ಕಲಿಕೆಯ ಅವಕಾಶಗಳನ್ನು ಒದಗಿಸಲಾಗುವುದು ಎಂದು ಸಚಿವ ಜಮೀರ್ ತಿಳಿಸಿದ್ದಾರೆ. <box>497 492 776 557</box>
cyber-kicker <box>807 1211 1518 1250</box>
chinnaswamy-headline: ಚಿನ್ನಸ್ವಾಮಿ ಕಾಲ್ತುಳಿತ: ಕುನ್ಹಾ ಆಯೋಗದ ವರದಿ ಮುಚ್ಚಿದ ಲಕೋಟೆಯಲ್ಲಿ ಸಲ್ಲಿಸಿ <box>1006 101 1482 172</box>
article-text: 2024-25ನೇ ಹಣಕಾಸು ವರ್ಷದಲ್ಲಿ ಕೇಂದ್ರ ತೆರಿಗೆಯ ಪಾಲು ಹಂಚಿಕೆಯಲ್ಲಿ ಕರ್ನಾಟಕಕ್ಕೆ 46,933 ಕೋಟಿ ರೂ. ಬಿಡುಗಡೆ ಮಾಡಲಾಗಿದೆ ಎಂದು ಕೇಂದ್ರ ಹಣಕಾಸು ಸಚಿವಾಲಯ ತಿಳಿಸಿದೆ. <box>800 1063 1032 1128</box>
collapse-headline: ಕಟ್ಟಡದಿಂದ ಬಿದ್ದು ಯುವತಿ ಅನುಮಾನಾಸ್ಪದ ಸಾವು <box>64 708 262 762</box>
collapse-body <box>16 773 311 968</box>
